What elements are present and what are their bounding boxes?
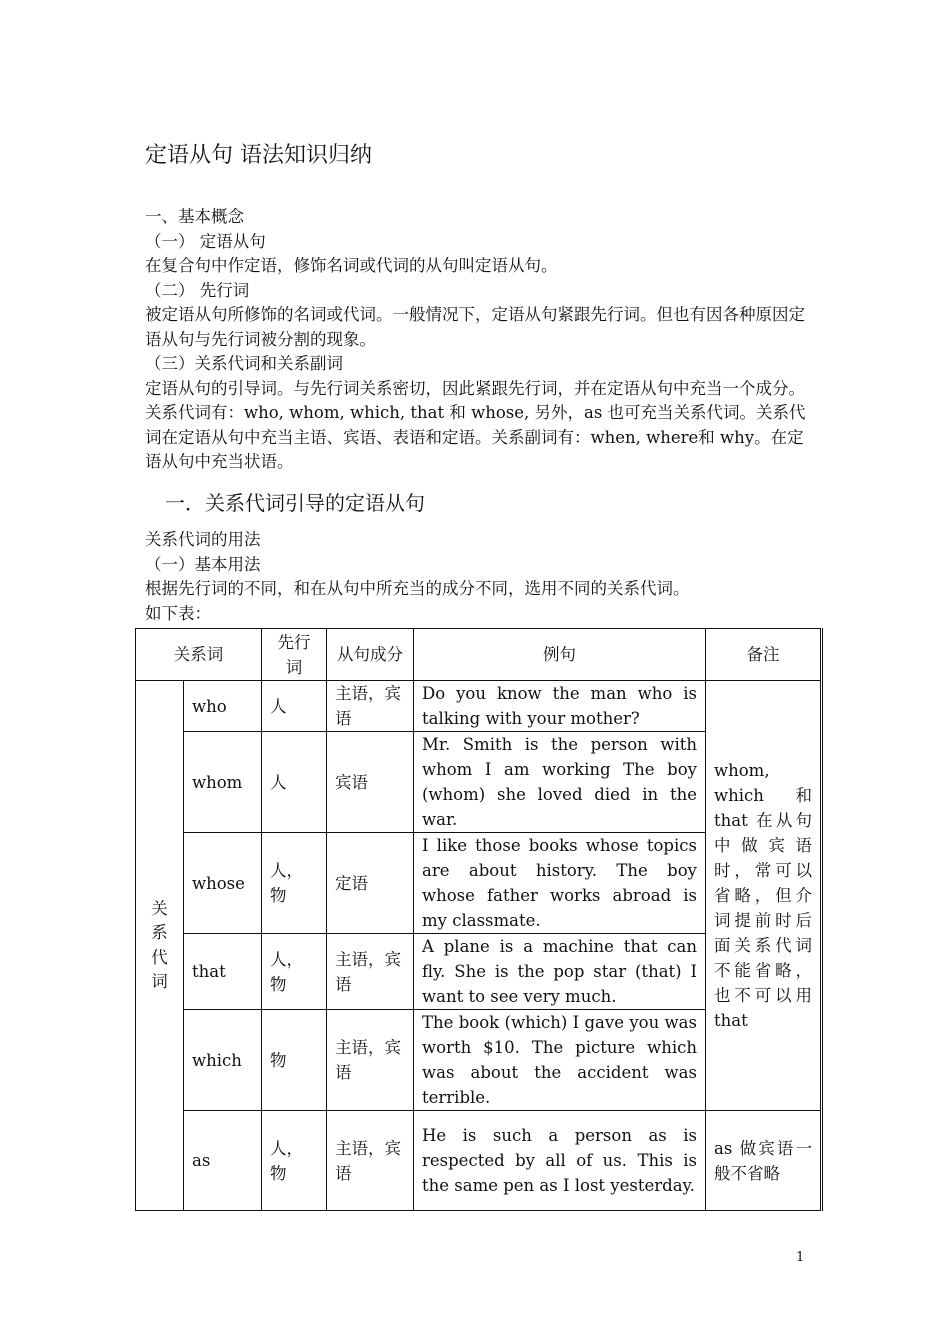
usage-sub-heading: （一）基本用法	[145, 554, 261, 574]
example-cell: Do you know the man who is talking with your mother?	[414, 681, 706, 732]
header-note: 备注	[706, 629, 822, 681]
antecedent-cell: 人	[262, 681, 327, 732]
header-example: 例句	[414, 629, 706, 681]
usage-section	[145, 528, 815, 626]
example-cell: He is such a person as is respected by all of us. This is the same pen as I lost yesterday.	[414, 1111, 706, 1211]
note-cell-as: as 做宾语一般不省略	[706, 1111, 822, 1211]
antecedent-cell: 人	[262, 732, 327, 833]
word-cell: whom	[184, 732, 262, 833]
role-cell: 宾语	[327, 732, 414, 833]
antecedent-cell: 人，物	[262, 1111, 327, 1211]
example-cell: The book (which) I gave you was worth $10. The picture which was about the accident was terrible.	[414, 1010, 706, 1111]
header-relative-word: 关系词	[136, 629, 262, 681]
table-header-row	[136, 629, 822, 681]
definition-antecedent: 被定语从句所修饰的名词或代词。一般情况下，定语从句紧跟先行词。但也有因各种原因定语从句与先行词被分割的现象。	[145, 305, 805, 349]
note-cell-main: whom, which 和 that 在从句中做宾语时，常可以省略，但介词提前时后面关系代词不能省略，也不可以用 that	[706, 681, 822, 1111]
role-cell: 主语，宾语	[327, 1010, 414, 1111]
usage-text: 根据先行词的不同，和在从句中所充当的成分不同，选用不同的关系代词。	[145, 579, 690, 598]
word-cell: as	[184, 1111, 262, 1211]
word-cell: who	[184, 681, 262, 732]
usage-heading: 关系代词的用法	[145, 530, 261, 549]
role-cell: 主语，宾语	[327, 1111, 414, 1211]
sub-heading-relatives: （三）关系代词和关系副词	[145, 354, 343, 373]
page-number: 1	[796, 1250, 805, 1265]
page-title: 定语从句 语法知识归纳	[145, 143, 372, 168]
table-row	[136, 681, 822, 732]
word-cell: which	[184, 1010, 262, 1111]
antecedent-cell: 物	[262, 1010, 327, 1111]
antecedent-cell: 人，物	[262, 934, 327, 1010]
antecedent-cell: 人，物	[262, 833, 327, 934]
sub-heading-attributive-clause: （一） 定语从句	[145, 231, 266, 251]
example-cell: I like those books whose topics are about history. The boy whose father works abroad is my classmate.	[414, 833, 706, 934]
relative-pronoun-table	[135, 628, 823, 1211]
part-heading: 一、基本概念	[145, 207, 244, 226]
example-cell: Mr. Smith is the person with whom I am working The boy (whom) she loved died in the war.	[414, 732, 706, 833]
intro-section	[145, 205, 815, 475]
header-antecedent: 先行词	[262, 629, 327, 681]
definition-attributive-clause: 在复合句中作定语，修饰名词或代词的从句叫定语从句。	[145, 256, 558, 275]
role-cell: 主语，宾语	[327, 681, 414, 732]
section-heading: 一．关系代词引导的定语从句	[165, 491, 425, 515]
sub-heading-antecedent: （二） 先行词	[145, 280, 250, 300]
definition-relatives: 定语从句的引导词。与先行词关系密切，因此紧跟先行词，并在定语从句中充当一个成分。关系代词有：who, whom, which, that 和 whose, 另外，as 也可充当关系代词。关系代词在定语从句中充当主语、宾语、表语和定语。关系副词有：when, where和 why。在定语从句中充当状语。	[145, 378, 806, 471]
word-cell: whose	[184, 833, 262, 934]
role-cell: 定语	[327, 833, 414, 934]
header-clause-role: 从句成分	[327, 629, 414, 681]
word-cell: that	[184, 934, 262, 1010]
example-cell: A plane is a machine that can fly. She is the pop star (that) I want to see very much.	[414, 934, 706, 1010]
role-cell: 主语，宾语	[327, 934, 414, 1010]
category-cell: 关系代词	[136, 681, 184, 1211]
table-row	[136, 1111, 822, 1211]
table-intro: 如下表：	[145, 603, 211, 623]
